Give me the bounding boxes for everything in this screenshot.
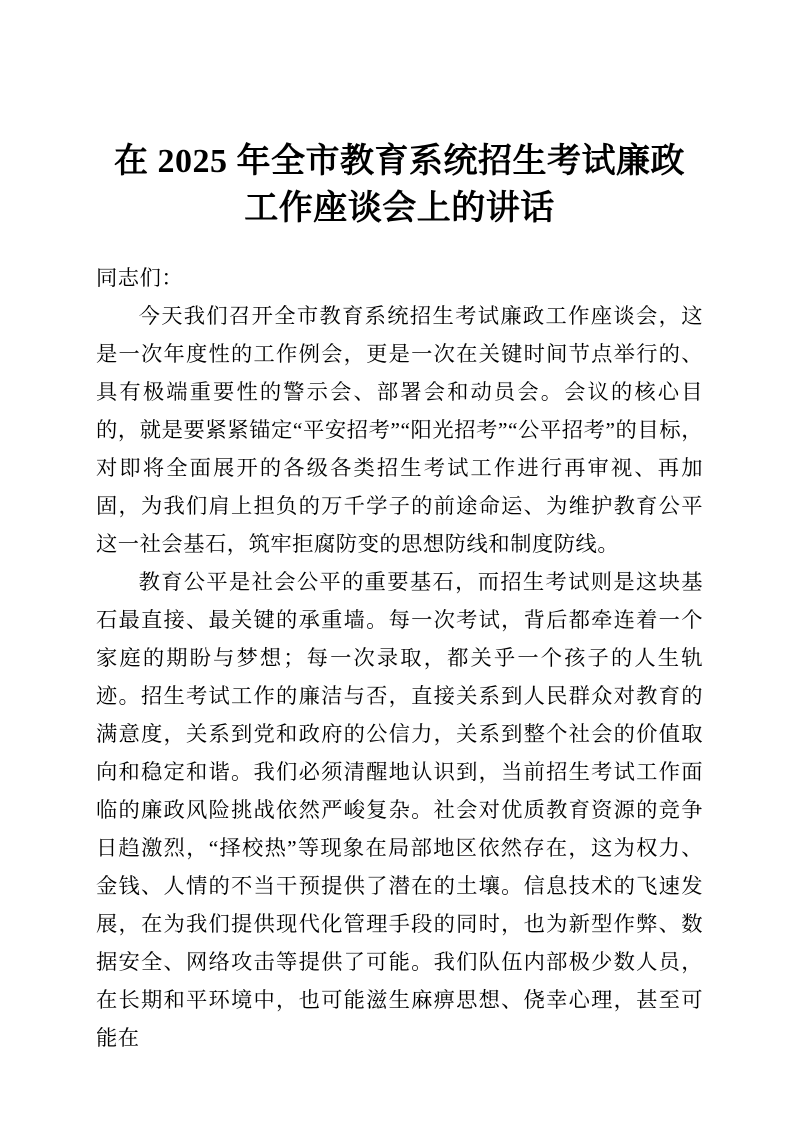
document-title: 在 2025 年全市教育系统招生考试廉政工作座谈会上的讲话 <box>114 143 685 227</box>
document-body <box>96 259 703 1057</box>
paragraph-1: 今天我们召开全市教育系统招生考试廉政工作座谈会，这是一次年度性的工作例会，更是一次在关键时间节点举行的、具有极端重要性的警示会、部署会和动员会。会议的核心目的，就是要紧紧锚定“平安招考”“阳光招考”“公平招考”的目标，对即将全面展开的各级各类招生考试工作进行再审视、再加固，为我们肩上担负的万千学子的前途命运、为维护教育公平这一社会基石，筑牢拒腐防变的思想防线和制度防线。 <box>96 304 703 556</box>
salutation: 同志们： <box>96 266 184 290</box>
paragraph-2: 教育公平是社会公平的重要基石，而招生考试则是这块基石最直接、最关键的承重墙。每一次考试，背后都牵连着一个家庭的期盼与梦想；每一次录取，都关乎一个孩子的人生轨迹。招生考试工作的廉洁与否，直接关系到人民群众对教育的满意度，关系到党和政府的公信力，关系到整个社会的价值取向和稳定和谐。我们必须清醒地认识到，当前招生考试工作面临的廉政风险挑战依然严峻复杂。社会对优质教育资源的竞争日趋激烈，“择校热”等现象在局部地区依然存在，这为权力、金钱、人情的不当干预提供了潜在的土壤。信息技术的飞速发展，在为我们提供现代化管理手段的同时，也为新型作弊、数据安全、网络攻击等提供了可能。我们队伍内部极少数人员，在长期和平环境中，也可能滋生麻痹思想、侥幸心理，甚至可能在 <box>96 570 703 1050</box>
